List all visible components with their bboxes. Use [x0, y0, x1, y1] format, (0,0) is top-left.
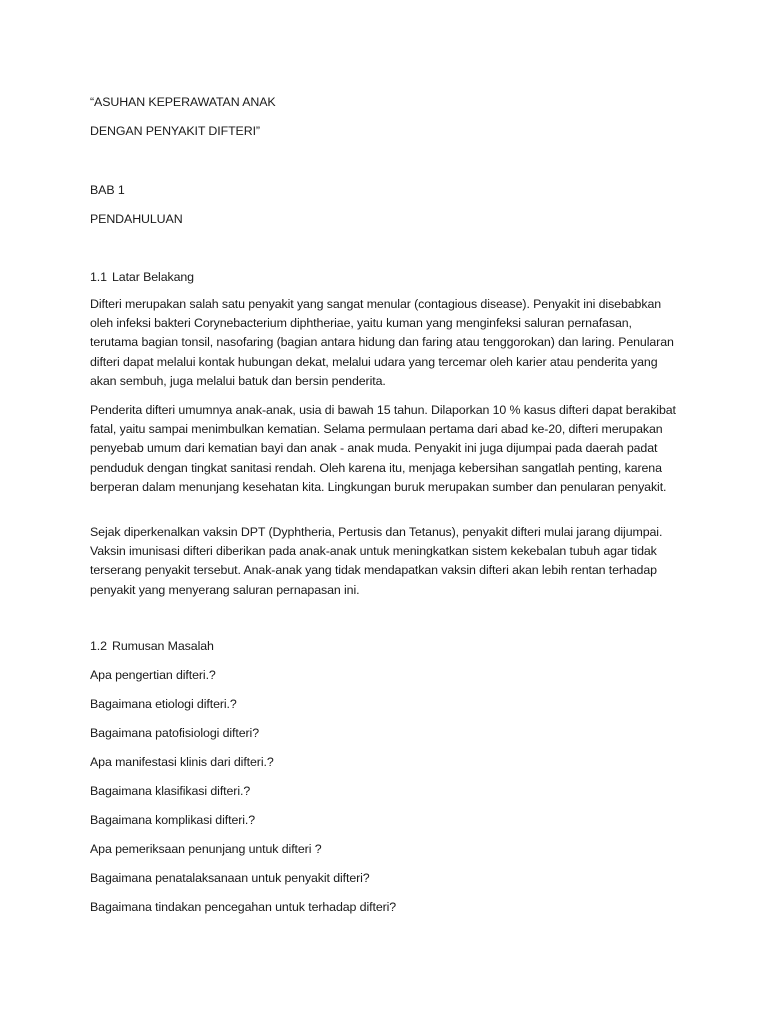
question-item: Bagaimana penatalaksanaan untuk penyakit difteri? — [90, 871, 370, 885]
section-title: Rumusan Masalah — [112, 639, 214, 653]
question-item: Bagaimana tindakan pencegahan untuk terhadap difteri? — [90, 900, 397, 914]
section-heading-rumusan-masalah — [90, 637, 214, 656]
question-item: Apa pengertian difteri.? — [90, 668, 216, 682]
paragraph-latar-belakang-2: Penderita difteri umumnya anak-anak, usia di bawah 15 tahun. Dilaporkan 10 % kasus difteri dapat berakibat fatal, yaitu sampai menimbulkan kematian. Selama permulaan pertama dari abad ke-20, difteri merupakan penyebab umum dari kematian bayi dan anak - anak muda. Penyakit ini juga dijumpai pada daerah padat penduduk dengan tingkat sanitasi rendah. Oleh karena itu, menjaga kebersihan sangatlah penting, karena berperan dalam menunjang kesehatan kita. Lingkungan buruk merupakan sumber dan penularan penyakit. — [90, 403, 676, 494]
question-item: Bagaimana klasifikasi difteri.? — [90, 784, 251, 798]
paragraph-latar-belakang-3: Sejak diperkenalkan vaksin DPT (Dyphtheria, Pertusis dan Tetanus), penyakit difteri mulai jarang dijumpai. Vaksin imunisasi difteri diberikan pada anak-anak untuk meningkatkan sistem kekebalan tubuh agar tidak terserang penyakit tersebut. Anak-anak yang tidak mendapatkan vaksin difteri akan lebih rentan terhadap penyakit yang menyerang saluran pernapasan ini. — [90, 525, 663, 597]
question-item: Bagaimana patofisiologi difteri? — [90, 726, 259, 740]
document-title-line-2: DENGAN PENYAKIT DIFTERI” — [90, 124, 260, 138]
section-heading-latar-belakang — [90, 268, 194, 287]
question-item: Bagaimana etiologi difteri.? — [90, 697, 237, 711]
document-title-line-1: “ASUHAN KEPERAWATAN ANAK — [90, 95, 276, 109]
question-item: Apa pemeriksaan penunjang untuk difteri ? — [90, 842, 322, 856]
chapter-label: BAB 1 — [90, 183, 125, 197]
paragraph-latar-belakang-1: Difteri merupakan salah satu penyakit yang sangat menular (contagious disease). Penyakit ini disebabkan oleh infeksi bakteri Corynebacterium diphtheriae, yaitu kuman yang menginfeksi saluran pernafasan, terutama bagian tonsil, nasofaring (bagian antara hidung dan faring atau tenggorokan) dan laring. Penularan difteri dapat melalui kontak hubungan dekat, melalui udara yang tercemar oleh karier atau penderita yang akan sembuh, juga melalui batuk dan bersin penderita. — [90, 297, 674, 388]
question-item: Bagaimana komplikasi difteri.? — [90, 813, 256, 827]
section-number: 1.2 — [90, 639, 107, 653]
question-item: Apa manifestasi klinis dari difteri.? — [90, 755, 274, 769]
section-number: 1.1 — [90, 270, 107, 284]
section-title: Latar Belakang — [112, 270, 194, 284]
chapter-name: PENDAHULUAN — [90, 212, 183, 226]
